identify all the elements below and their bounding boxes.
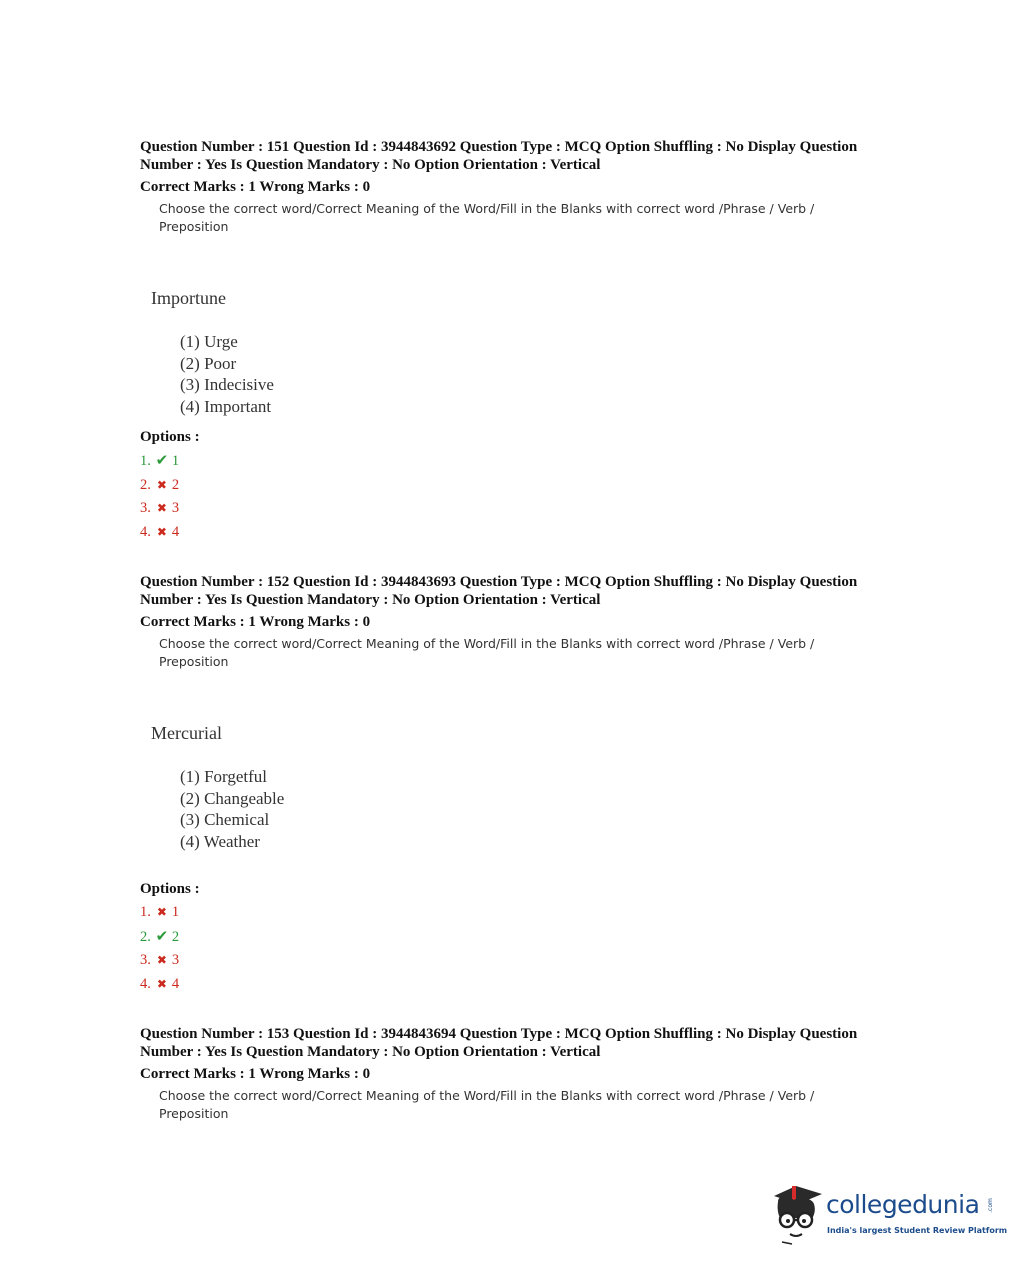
question-marks: Correct Marks : 1 Wrong Marks : 0: [140, 614, 371, 630]
question-151: [140, 138, 910, 548]
option-number: 1.: [140, 904, 151, 920]
cross-icon: ✖: [156, 524, 167, 539]
collegedunia-logo: [768, 1180, 1008, 1250]
option-value: 2: [171, 476, 180, 493]
option-value: 3: [171, 952, 180, 968]
question-153: [140, 1025, 910, 1125]
option-number: 4.: [140, 523, 151, 540]
logo-name: collegedunia: [826, 1190, 980, 1219]
cross-icon: ✖: [156, 905, 167, 919]
option-value: 4: [171, 523, 180, 540]
option-value: 1: [171, 453, 180, 469]
question-word: Importune: [151, 288, 226, 308]
choice-item: (1) Forgetful: [180, 767, 268, 786]
question-word: Mercurial: [151, 723, 222, 743]
option-item-wrong: [140, 973, 179, 997]
choice-list: [180, 766, 284, 852]
option-value: 1: [171, 904, 180, 920]
question-instruction: Choose the correct word/Correct Meaning of the Word/Fill in the Blanks with correct word /Phrase / Verb / Preposition: [159, 1088, 815, 1121]
logo-suffix: .com: [986, 1198, 994, 1213]
options-list: [140, 901, 179, 996]
choice-item: (3) Indecisive: [180, 375, 274, 394]
option-number: 4.: [140, 975, 151, 992]
question-instruction: Choose the correct word/Correct Meaning of the Word/Fill in the Blanks with correct word /Phrase / Verb / Preposition: [159, 201, 815, 234]
option-item-correct: [140, 925, 179, 950]
choice-item: (2) Changeable: [180, 788, 285, 808]
choice-list: [180, 331, 274, 417]
question-instruction: Choose the correct word/Correct Meaning of the Word/Fill in the Blanks with correct word /Phrase / Verb / Preposition: [159, 636, 815, 669]
cross-icon: ✖: [156, 976, 167, 991]
logo-tagline: India's largest Student Review Platform: [827, 1226, 1008, 1235]
option-item-wrong: [140, 949, 179, 973]
question-marks: Correct Marks : 1 Wrong Marks : 0: [140, 179, 371, 195]
choice-item: (1) Urge: [180, 332, 238, 351]
options-list: [140, 449, 179, 544]
choice-item: (2) Poor: [180, 353, 237, 373]
option-number: 3.: [140, 952, 151, 968]
option-value: 4: [171, 975, 180, 992]
option-item-wrong: [140, 521, 179, 545]
choice-item: (4) Important: [180, 396, 272, 416]
option-item-wrong: [140, 474, 179, 498]
check-icon: ✔: [155, 451, 169, 469]
option-item-wrong: [140, 497, 179, 521]
mascot-icon: [768, 1180, 826, 1246]
cross-icon: ✖: [156, 501, 167, 515]
question-header: Question Number : 151 Question Id : 3944843692 Question Type : MCQ Option Shuffling : No Display Question Number : Yes Is Question Mandatory : No Option Orientation : Vertical: [140, 139, 858, 173]
cross-icon: ✖: [156, 477, 167, 492]
question-152: [140, 573, 910, 998]
option-value: 3: [171, 500, 180, 516]
option-number: 2.: [140, 928, 151, 945]
question-marks: Correct Marks : 1 Wrong Marks : 0: [140, 1066, 371, 1082]
options-label: Options :: [140, 881, 200, 897]
option-number: 3.: [140, 500, 151, 516]
option-value: 2: [171, 928, 180, 945]
options-label: Options :: [140, 429, 200, 445]
option-number: 2.: [140, 476, 151, 493]
question-header: Question Number : 153 Question Id : 3944843694 Question Type : MCQ Option Shuffling : No Display Question Number : Yes Is Question Mandatory : No Option Orientation : Vertical: [140, 1026, 858, 1060]
check-icon: ✔: [155, 926, 169, 945]
question-header: Question Number : 152 Question Id : 3944843693 Question Type : MCQ Option Shuffling : No Display Question Number : Yes Is Question Mandatory : No Option Orientation : Vertical: [140, 574, 858, 608]
cross-icon: ✖: [156, 953, 167, 967]
option-number: 1.: [140, 453, 151, 469]
option-item-correct: [140, 449, 179, 474]
choice-item: (3) Chemical: [180, 810, 270, 829]
choice-item: (4) Weather: [180, 831, 260, 851]
option-item-wrong: [140, 901, 179, 925]
